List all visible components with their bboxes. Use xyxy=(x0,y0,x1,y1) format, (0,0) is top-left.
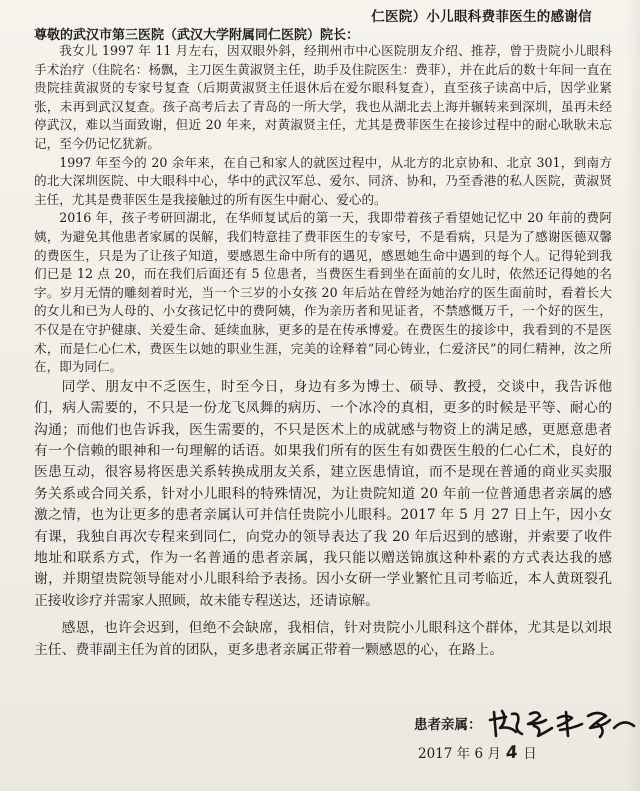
signature-block xyxy=(414,706,638,740)
date-day: 4 xyxy=(504,742,520,764)
date-prefix: 2017 年 6 月 xyxy=(418,746,501,762)
date-suffix: 日 xyxy=(523,746,537,762)
paragraph: 1997 年至今的 20 余年来，在自己和家人的就医过程中，从北方的北京协和、北京 301，到南方的北大深圳医院、中大眼科中心，华中的武汉军总、爱尔、同济、协和，乃至香港的私人医院，黄淑贤主任，尤其是费菲医生是我接触过的所有医生中耐心、爱心的。 xyxy=(34,154,612,207)
letter-title: 仁医院）小儿眼科费菲医生的感谢信 xyxy=(371,9,592,25)
paragraph: 我女儿 1997 年 11 月左右，因双眼外斜，经荆州市中心医院朋友介绍、推荐，曾于贵院小儿眼科手术治疗（住院名：杨飘，主刀医生黄淑贤主任，助手及住院医生：费菲），并在此后的数十年间一直在贵院挂黄淑贤的专家号复查（后期黄淑贤主任退休后在爱尔眼科复查），直至孩子读高中后，因学业紧张，未再到武汉复查。孩子高考后去了青岛的一所大学，我也从湖北去上海并辗转来到深圳，虽再未经停武汉，难以当面致谢，但近 20 年来，对黄淑贤主任，尤其是费菲医生在接诊过程中的耐心耿耿未忘记，至今仍记忆犹新。 xyxy=(34,43,612,151)
paragraph: 2016 年，孩子考研回湖北，在华师复试后的第一天，我即带着孩子看望她记忆中 20 年前的费阿姨，为避免其他患者家属的误解，我们特意挂了费菲医生的专家号，不是看病，只是为了感谢医德双馨的费医生，只是为了让孩子知道，要感恩生命中所有的遇见，感恩她生命中遇到的每个人。记得轮到我们已是 12 点 20，而在我们后面还有 5 位患者，当费医生看到坐在面前的女儿时，依然还记得她的名字。岁月无情的雕刻着时光，当一个三岁的小女孩 20 年后站在曾经为她治疗的医生面前时，看着长大的女儿和已为人母的、小女孩记忆中的费阿姨，作为亲历者和见证者，不禁感慨万千，一个好的医生，不仅是在守护健康、关爱生命、延续血脉，更多的是在传承博爱。在费医生的接诊中，我看到的不是医术，而是仁心仁术，费医生以她的职业生涯，完美的诠释着“同心铸业，仁爱济民”的同仁精神，汝之所在，即为同仁。 xyxy=(34,210,612,375)
handwritten-signature xyxy=(488,706,638,740)
salutation: 尊敬的武汉市第三医院（武汉大学附属同仁医院）院长： xyxy=(34,28,360,43)
signature-label: 患者亲属： xyxy=(414,717,482,733)
paragraph: 感恩，也许会迟到，但绝不会缺席，我相信，针对贵院小儿眼科这个群体，尤其是以刘垠主任、费菲副主任为首的团队，更多患者亲属正带着一颗感恩的心，在路上。 xyxy=(34,620,612,658)
page-shadow xyxy=(626,0,640,791)
paragraph: 同学、朋友中不乏医生，时至今日，身边有多为博士、硕导、教授，交谈中，我告诉他们，病人需要的，不只是一份龙飞凤舞的病历、一个冰冷的真相，更多的时候是平等、耐心的沟通；而他们也告诉我，医生需要的，不只是医术上的成就感与物资上的满足感，更愿意患者有一个信赖的眼神和一句理解的话语。如果我们所有的医生有如费医生般的仁心仁术，良好的医患互动，很容易将医患关系转换成朋友关系，建立医患情谊，而不是现在普通的商业买卖服务关系或合同关系，针对小儿眼科的特殊情况，为让贵院知道 20 年前一位普通患者亲属的感激之情，也为让更多的患者亲属认可并信任贵院小儿眼科。2017 年 5 月 27 日上午，因小女有课，我独自再次专程来到同仁，向党办的领导表达了我 20 年后迟到的感谢，并索要了收件地址和联系方式，作为一名普通的患者亲属，我只能以赠送锦旗这种朴素的方式表达我的感谢，并期望贵院领导能对小儿眼科给予表扬。因小女研一学业繁忙且司考临近，本人黄斑裂孔正接收诊疗并需家人照顾，故未能专程送达，还请谅解。 xyxy=(34,378,612,609)
letter-date xyxy=(418,742,537,763)
letter-body xyxy=(34,42,612,661)
